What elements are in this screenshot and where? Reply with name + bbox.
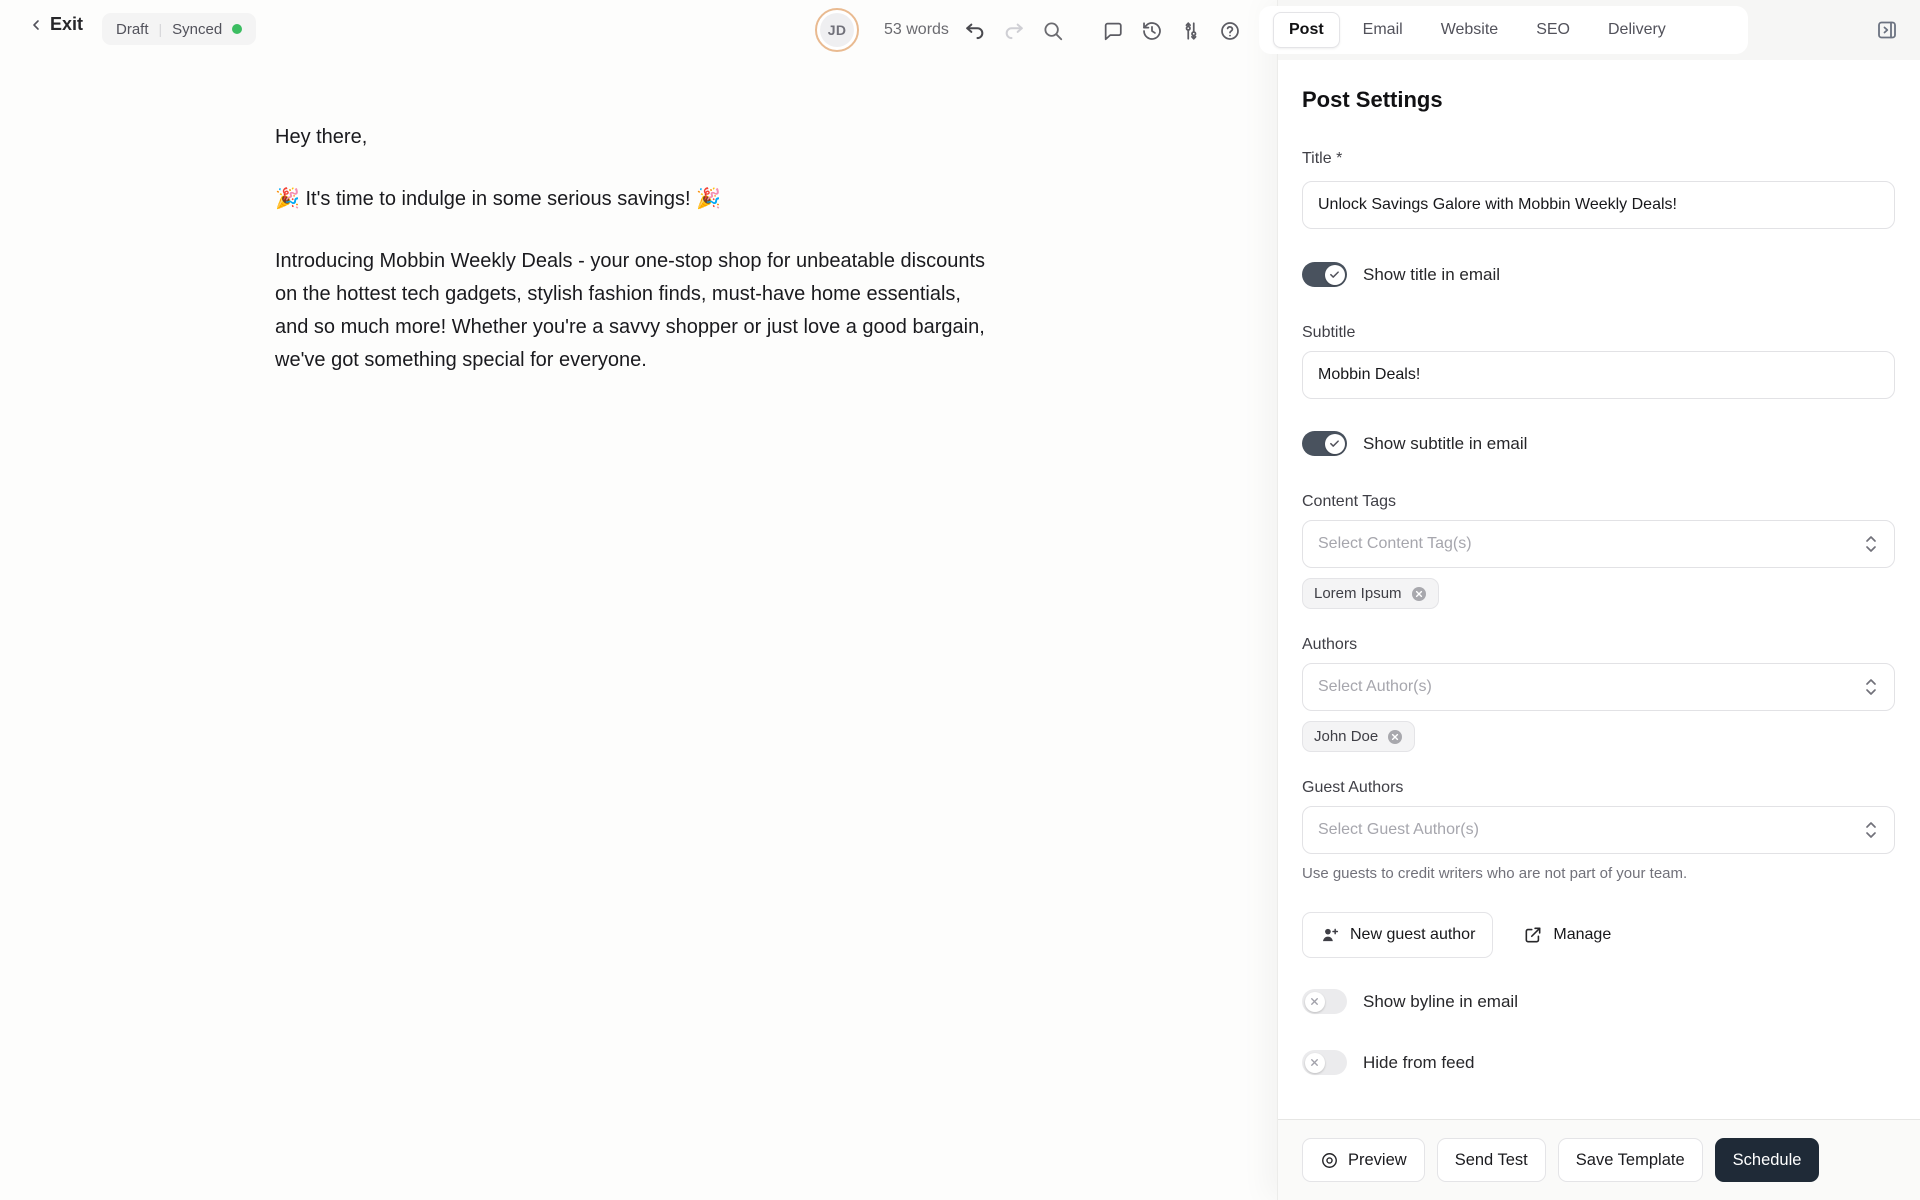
editor-canvas[interactable] [275,121,991,406]
send-test-label: Send Test [1454,1150,1528,1169]
new-guest-author-button[interactable] [1302,912,1493,958]
new-guest-author-label: New guest author [1350,926,1476,943]
editor-paragraph[interactable]: 🎉 It's time to indulge in some serious savings! 🎉 [275,188,722,210]
tab-delivery[interactable]: Delivery [1593,13,1681,47]
search-icon [1042,20,1064,42]
author-label: John Doe [1314,728,1379,745]
tab-email[interactable]: Email [1348,13,1418,47]
manage-label: Manage [1553,926,1612,943]
search-button[interactable] [1040,18,1066,44]
tab-seo[interactable]: SEO [1521,13,1585,47]
status-divider: | [158,21,163,37]
external-link-icon [1523,925,1543,945]
hide-from-feed-label: Hide from feed [1363,1052,1475,1072]
show-byline-label: Show byline in email [1363,991,1518,1011]
x-circle-icon [1411,586,1427,602]
authors-pills [1302,721,1895,752]
send-test-button[interactable] [1437,1138,1546,1182]
preview-button[interactable] [1302,1138,1425,1182]
remove-tag-button[interactable] [1411,586,1427,602]
history-clock-icon [1141,20,1163,42]
show-subtitle-toggle-row [1302,431,1895,456]
remove-author-button[interactable] [1387,729,1403,745]
content-tag-pill [1302,578,1439,609]
guest-authors-helper: Use guests to credit writers who are not part of your team. [1302,865,1688,882]
panel-footer [1278,1119,1920,1200]
tab-post[interactable]: Post [1273,12,1340,48]
content-tags-select-wrap [1302,520,1895,568]
preview-label: Preview [1348,1150,1407,1169]
toggle-knob [1305,992,1325,1012]
editor-paragraph[interactable]: Hey there, [275,126,368,148]
schedule-button[interactable] [1715,1138,1820,1182]
title-input[interactable] [1302,181,1895,229]
toggle-knob [1305,1053,1325,1073]
exit-button[interactable] [28,14,83,35]
redo-icon [1003,20,1025,42]
manage-button[interactable] [1519,912,1615,958]
schedule-label: Schedule [1732,1150,1802,1169]
toggle-knob [1325,434,1345,454]
synced-status-label: Synced [172,20,223,38]
exit-label: Exit [50,14,84,34]
editor-toolbar [0,0,1277,60]
synced-green-dot [232,24,242,34]
settings-button[interactable] [1178,18,1204,44]
author-pill [1302,721,1415,752]
collapse-panel-button[interactable] [1870,13,1904,47]
guest-authors-label: Guest Authors [1302,779,1404,796]
sliders-icon [1180,20,1202,42]
authors-label: Authors [1302,636,1358,653]
guest-author-actions [1302,912,1895,958]
show-title-toggle-row [1302,262,1895,287]
x-circle-icon [1387,729,1403,745]
hide-from-feed-toggle-row [1302,1050,1895,1075]
collapse-panel-icon [1875,18,1899,42]
redo-button[interactable] [1001,18,1027,44]
panel-tabs [1259,6,1748,54]
content-tags-pills [1302,578,1895,609]
panel-title: Post Settings [1302,87,1443,112]
x-icon [1309,996,1320,1007]
person-plus-icon [1320,925,1340,945]
avatar[interactable] [815,8,859,52]
save-template-button[interactable] [1558,1138,1703,1182]
panel-header [1278,0,1920,60]
show-title-toggle[interactable] [1302,262,1347,287]
hide-from-feed-toggle[interactable] [1302,1050,1347,1075]
panel-body [1278,87,1920,1075]
help-circle-icon [1219,20,1241,42]
authors-select-wrap [1302,663,1895,711]
status-badge [102,13,256,45]
title-field-label: Title * [1302,150,1343,167]
editor-paragraph[interactable]: Introducing Mobbin Weekly Deals - your one-stop shop for unbeatable discounts on the hottest tech gadgets, stylish fashion finds, must-have home essentials, and so much more! Whether you're a savvy shopper or just love a good bargain, we've got something special for everyone. [275,250,986,371]
show-byline-toggle-row [1302,989,1895,1014]
subtitle-field-label: Subtitle [1302,324,1356,341]
undo-button[interactable] [962,18,988,44]
content-tags-label: Content Tags [1302,493,1396,510]
toggle-knob [1325,265,1345,285]
guest-authors-select[interactable] [1302,806,1895,854]
show-subtitle-toggle[interactable] [1302,431,1347,456]
authors-select[interactable] [1302,663,1895,711]
content-tag-label: Lorem Ipsum [1314,585,1402,602]
check-icon [1329,438,1340,449]
help-button[interactable] [1217,18,1243,44]
undo-icon [964,20,986,42]
guest-authors-select-wrap [1302,806,1895,854]
subtitle-input[interactable] [1302,351,1895,399]
x-icon [1309,1057,1320,1068]
draft-status-label: Draft [116,20,149,38]
comments-button[interactable] [1100,18,1126,44]
save-template-label: Save Template [1575,1150,1685,1169]
comment-bubble-icon [1102,20,1124,42]
show-byline-toggle[interactable] [1302,989,1347,1014]
show-subtitle-label: Show subtitle in email [1363,433,1528,453]
preview-eye-icon [1320,1151,1339,1170]
tab-website[interactable]: Website [1426,13,1514,47]
content-tags-select[interactable] [1302,520,1895,568]
show-title-label: Show title in email [1363,264,1501,284]
version-history-button[interactable] [1139,18,1165,44]
post-settings-panel [1277,0,1920,1200]
avatar-initials: JD [820,13,854,47]
check-icon [1329,269,1340,280]
chevron-left-icon [28,17,44,33]
word-count: 53 words [884,21,949,38]
